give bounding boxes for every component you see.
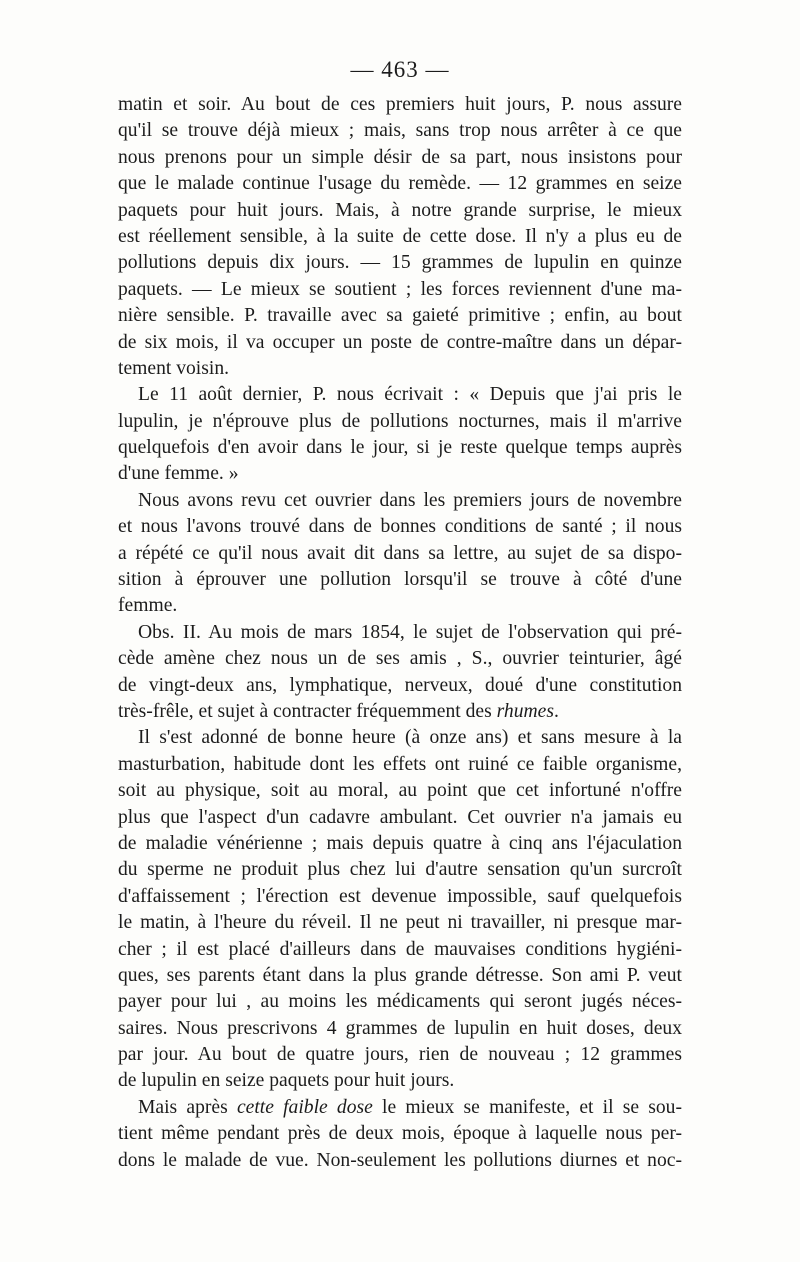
text-line: payer pour lui , au moins les médicaments qui seront jugés néces- (118, 991, 682, 1013)
text-span: le mieux se manifeste, et il se sou- (382, 1096, 682, 1118)
text-line (118, 1095, 682, 1121)
text-span: très-frêle, et sujet à contracter fréquemment des (118, 700, 492, 722)
paragraph (118, 1095, 682, 1174)
text-line: d'une femme. » (118, 463, 239, 485)
text-line: dons le malade de vue. Non-seulement les pollutions diurnes et noc- (118, 1149, 682, 1171)
text-line: d'affaissement ; l'érection est devenue impossible, sauf quelquefois (118, 885, 682, 907)
text-line: du sperme ne produit plus chez lui d'autre sensation qu'un surcroît (118, 859, 682, 881)
text-line: de six mois, il va occuper un poste de contre-maître dans un dépar- (118, 331, 682, 353)
text-line (118, 699, 682, 725)
text-span: Mais après (138, 1096, 228, 1118)
text-span: . (553, 700, 559, 722)
text-line: tient même pendant près de deux mois, époque à laquelle nous per- (118, 1123, 682, 1145)
text-line: tement voisin. (118, 357, 230, 379)
text-line: Le 11 août dernier, P. nous écrivait : « Depuis que j'ai pris le (138, 384, 682, 406)
paragraph (118, 382, 682, 488)
text-line: femme. (118, 595, 178, 617)
paragraph (118, 620, 682, 726)
text-line: de vingt-deux ans, lymphatique, nerveux, doué d'une constitution (118, 674, 682, 696)
text-line: paquets. — Le mieux se soutient ; les forces reviennent d'une ma- (118, 278, 682, 300)
text-line: quelquefois d'en avoir dans le jour, si je reste quelque temps auprès (118, 437, 682, 459)
text-line: sition à éprouver une pollution lorsqu'il se trouve à côté d'une (118, 569, 682, 591)
text-line: le matin, à l'heure du réveil. Il ne peut ni travailler, ni presque mar- (118, 912, 682, 934)
text-line: ques, ses parents étant dans la plus grande détresse. Son ami P. veut (118, 964, 682, 986)
text-line: soit au physique, soit au moral, au point que cet infortuné n'offre (118, 780, 682, 802)
body-text (118, 92, 682, 1174)
page-number: — 463 — (350, 57, 450, 82)
italic-term: rhumes (496, 700, 554, 722)
text-line: Il s'est adonné de bonne heure (à onze ans) et sans mesure à la (138, 727, 682, 749)
paragraph (118, 92, 682, 382)
text-line: cher ; il est placé d'ailleurs dans de mauvaises conditions hygiéni- (118, 938, 682, 960)
text-line: paquets pour huit jours. Mais, à notre grande surprise, le mieux (118, 199, 682, 221)
text-line: pollutions depuis dix jours. — 15 grammes de lupulin en quinze (118, 252, 682, 274)
text-line: plus que l'aspect d'un cadavre ambulant. Cet ouvrier n'a jamais eu (118, 806, 682, 828)
text-line: par jour. Au bout de quatre jours, rien de nouveau ; 12 grammes (118, 1044, 682, 1066)
text-line: lupulin, je n'éprouve plus de pollutions nocturnes, mais il m'arrive (118, 410, 682, 432)
text-line: de maladie vénérienne ; mais depuis quatre à cinq ans l'éjaculation (118, 832, 682, 854)
text-line: masturbation, habitude dont les effets ont ruiné ce faible organisme, (118, 753, 682, 775)
paragraph (118, 725, 682, 1094)
text-line: et nous l'avons trouvé dans de bonnes conditions de santé ; il nous (118, 516, 682, 538)
italic-term: cette faible dose (236, 1096, 373, 1118)
text-line: qu'il se trouve déjà mieux ; mais, sans trop nous arrêter à ce que (118, 120, 682, 142)
text-line: que le malade continue l'usage du remède. — 12 grammes en seize (118, 173, 682, 195)
text-line: cède amène chez nous un de ses amis , S., ouvrier teinturier, âgé (118, 648, 682, 670)
text-line: nière sensible. P. travaille avec sa gaieté primitive ; enfin, au bout (118, 305, 682, 327)
text-line: nous prenons pour un simple désir de sa part, nous insistons pour (118, 146, 682, 168)
text-line: saires. Nous prescrivons 4 grammes de lupulin en huit doses, deux (118, 1017, 682, 1039)
text-line: est réellement sensible, à la suite de cette dose. Il n'y a plus eu de (118, 225, 682, 247)
text-line: de lupulin en seize paquets pour huit jours. (118, 1070, 455, 1092)
text-line: a répété ce qu'il nous avait dit dans sa lettre, au sujet de sa dispo- (118, 542, 682, 564)
paragraph (118, 488, 682, 620)
text-line: Obs. II. Au mois de mars 1854, le sujet de l'observation qui pré- (138, 621, 682, 643)
text-line: Nous avons revu cet ouvrier dans les premiers jours de novembre (138, 489, 682, 511)
text-line: matin et soir. Au bout de ces premiers huit jours, P. nous assure (118, 94, 682, 115)
